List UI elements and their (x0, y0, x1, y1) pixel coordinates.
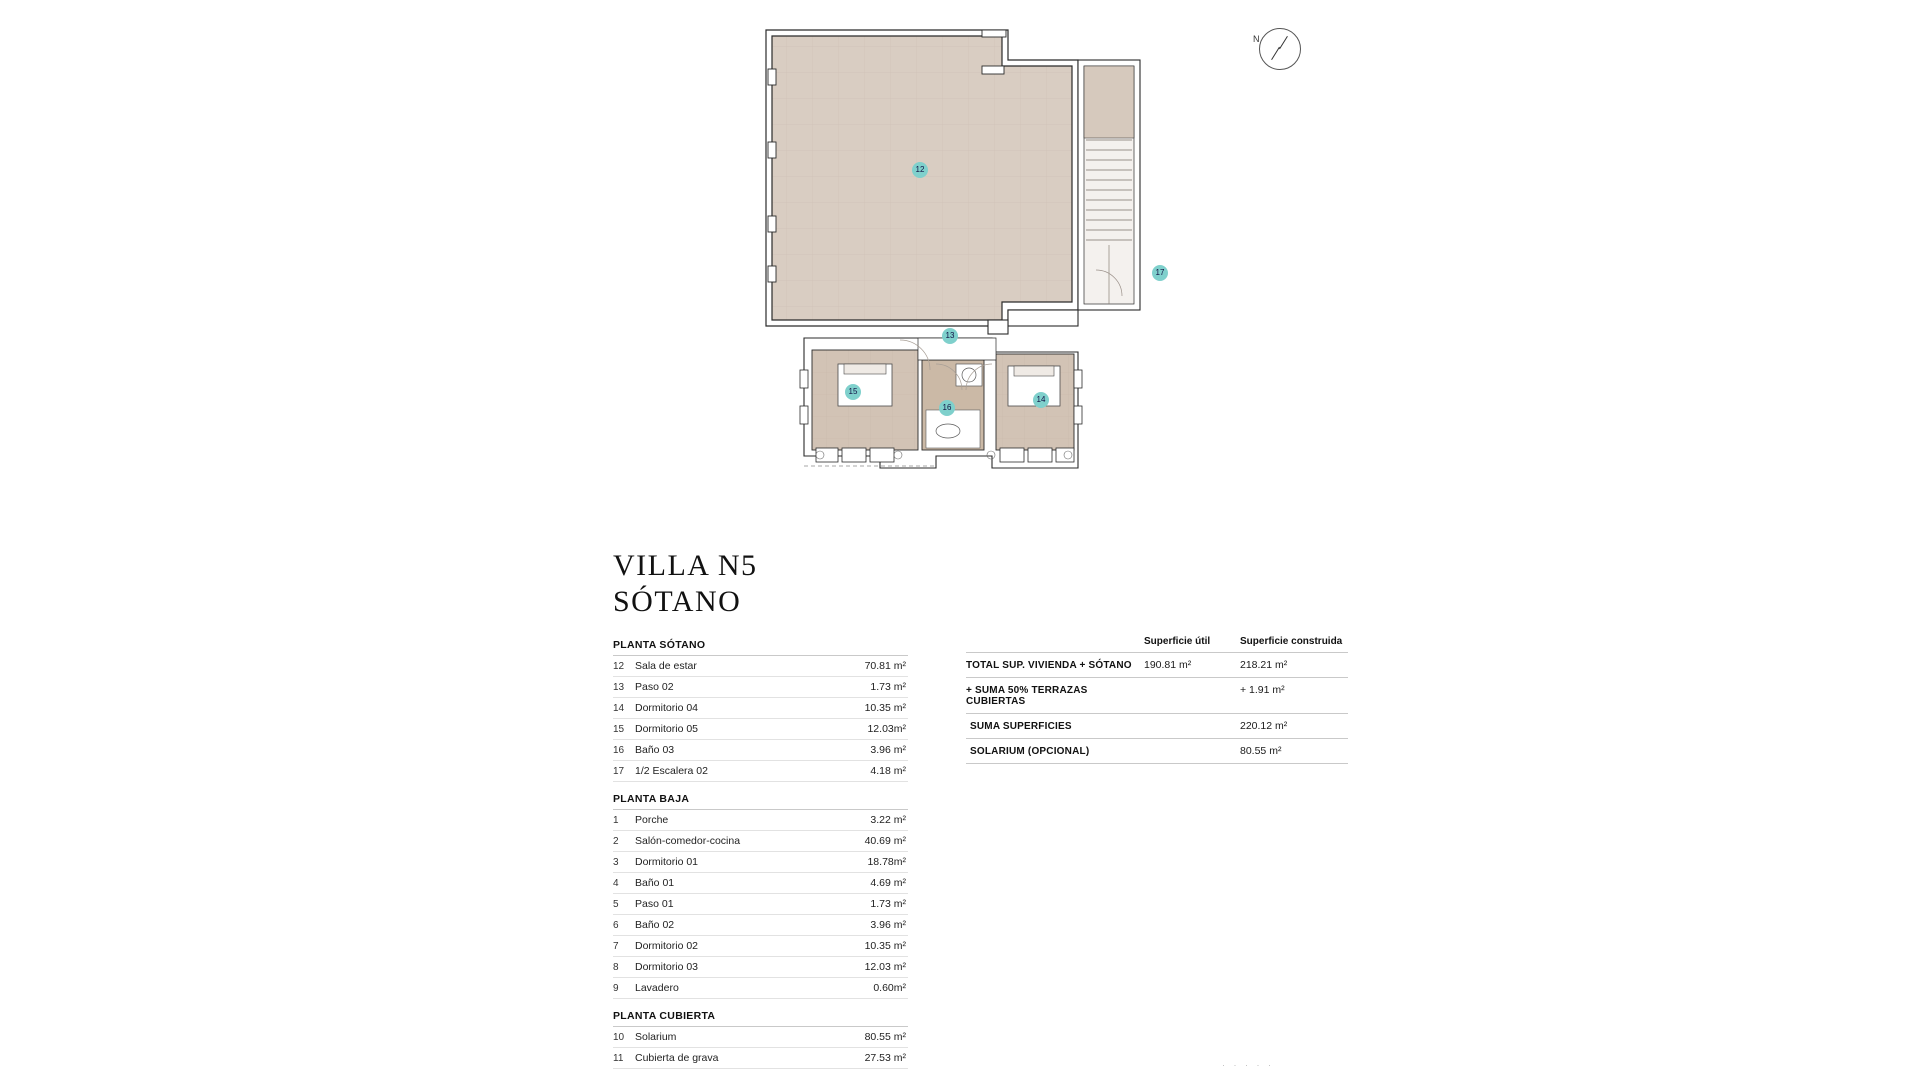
table-row (613, 761, 908, 782)
table-row (613, 719, 908, 740)
row-number: 6 (613, 920, 619, 931)
compass-north-label: N (1253, 34, 1260, 44)
row-area: 1.73 m² (870, 898, 906, 910)
header-superficie-construida: Superficie construida (1240, 636, 1343, 647)
room-schedule-table (613, 636, 908, 1069)
table-row (613, 677, 908, 698)
table-row (613, 852, 908, 873)
row-name: Solarium (635, 1031, 677, 1043)
room-marker: 16 (939, 400, 955, 416)
row-number: 16 (613, 745, 625, 756)
row-name: Sala de estar (635, 660, 697, 672)
room-marker: 15 (845, 384, 861, 400)
table-row (613, 978, 908, 999)
summary-construida: + 1.91 m² (1240, 684, 1285, 696)
row-area: 3.96 m² (870, 744, 906, 756)
row-area: 0.60m² (873, 982, 906, 994)
row-number: 17 (613, 766, 625, 777)
row-area: 3.22 m² (870, 814, 906, 826)
row-number: 2 (613, 836, 619, 847)
row-area: 40.69 m² (864, 835, 906, 847)
room-sala-de-estar (766, 30, 1078, 326)
row-number: 12 (613, 661, 625, 672)
row-name: Cubierta de grava (635, 1052, 719, 1064)
summary-label: + SUMA 50% TERRAZAS CUBIERTAS (966, 685, 1088, 707)
row-name: Dormitorio 05 (635, 723, 699, 735)
row-name: Porche (635, 814, 669, 826)
compass-icon (1253, 28, 1299, 74)
table-row (613, 957, 908, 978)
summary-util: 190.81 m² (1144, 659, 1192, 671)
table-row (613, 936, 908, 957)
row-area: 4.18 m² (870, 765, 906, 777)
summary-construida: 80.55 m² (1240, 745, 1282, 757)
row-number: 13 (613, 682, 625, 693)
row-name: Baño 03 (635, 744, 675, 756)
row-area: 27.53 m² (864, 1052, 906, 1064)
room-marker: 13 (942, 328, 958, 344)
row-area: 80.55 m² (864, 1031, 906, 1043)
summary-label: TOTAL SUP. VIVIENDA + SÓTANO (966, 660, 1132, 671)
surface-summary-table (966, 636, 1348, 764)
row-area: 10.35 m² (864, 940, 906, 952)
row-number: 4 (613, 878, 619, 889)
row-area: 1.73 m² (870, 681, 906, 693)
summary-label: SOLARIUM (OPCIONAL) (970, 746, 1090, 757)
row-number: 10 (613, 1032, 625, 1043)
row-area: 70.81 m² (864, 660, 906, 672)
table-row (613, 873, 908, 894)
summary-row-terrazas (966, 677, 1348, 713)
table-row (613, 1027, 908, 1048)
header-superficie-util: Superficie útil (1144, 636, 1211, 647)
row-area: 3.96 m² (870, 919, 906, 931)
table-row (613, 831, 908, 852)
row-name: Paso 02 (635, 681, 674, 693)
row-number: 3 (613, 857, 619, 868)
stair-block-17 (1078, 60, 1140, 310)
title-line-floor: SÓTANO (613, 585, 742, 618)
section-heading-planta-cubierta: PLANTA CUBIERTA (613, 1007, 908, 1027)
row-number: 8 (613, 962, 619, 973)
row-number: 14 (613, 703, 625, 714)
row-number: 1 (613, 815, 619, 826)
page-title (613, 548, 757, 620)
row-area: 12.03m² (867, 723, 906, 735)
table-row (613, 698, 908, 719)
summary-label: SUMA SUPERFICIES (970, 721, 1072, 732)
row-name: Salón-comedor-cocina (635, 835, 741, 847)
table-row (613, 656, 908, 677)
section-heading-planta-baja: PLANTA BAJA (613, 790, 908, 810)
table-row (613, 894, 908, 915)
row-number: 11 (613, 1053, 624, 1064)
summary-row-suma (966, 713, 1348, 738)
summary-row-total (966, 652, 1348, 677)
table-row (613, 810, 908, 831)
footer-dots: · · · · · (1222, 1060, 1274, 1070)
room-marker: 12 (912, 162, 928, 178)
row-number: 15 (613, 724, 625, 735)
row-name: Baño 02 (635, 919, 675, 931)
table-row (613, 740, 908, 761)
summary-construida: 220.12 m² (1240, 720, 1288, 732)
row-name: 1/2 Escalera 02 (635, 765, 708, 777)
section-heading-planta-sotano: PLANTA SÓTANO (613, 636, 908, 656)
table-row (613, 915, 908, 936)
row-name: Dormitorio 03 (635, 961, 699, 973)
floor-plan-drawing (760, 20, 1320, 580)
room-marker: 17 (1152, 265, 1168, 281)
row-area: 4.69 m² (870, 877, 906, 889)
summary-construida: 218.21 m² (1240, 659, 1288, 671)
row-name: Dormitorio 01 (635, 856, 699, 868)
row-name: Paso 01 (635, 898, 674, 910)
room-marker: 14 (1033, 392, 1049, 408)
row-number: 7 (613, 941, 619, 952)
table-row (613, 1048, 908, 1069)
row-area: 18.78m² (867, 856, 906, 868)
summary-header-row (966, 636, 1348, 652)
row-name: Dormitorio 04 (635, 702, 699, 714)
row-name: Baño 01 (635, 877, 675, 889)
row-number: 5 (613, 899, 619, 910)
summary-row-solarium (966, 738, 1348, 764)
row-name: Lavadero (635, 982, 679, 994)
row-number: 9 (613, 983, 619, 994)
row-area: 12.03 m² (864, 961, 906, 973)
row-area: 10.35 m² (864, 702, 906, 714)
row-name: Dormitorio 02 (635, 940, 699, 952)
title-line-villa: VILLA N5 (613, 549, 758, 582)
